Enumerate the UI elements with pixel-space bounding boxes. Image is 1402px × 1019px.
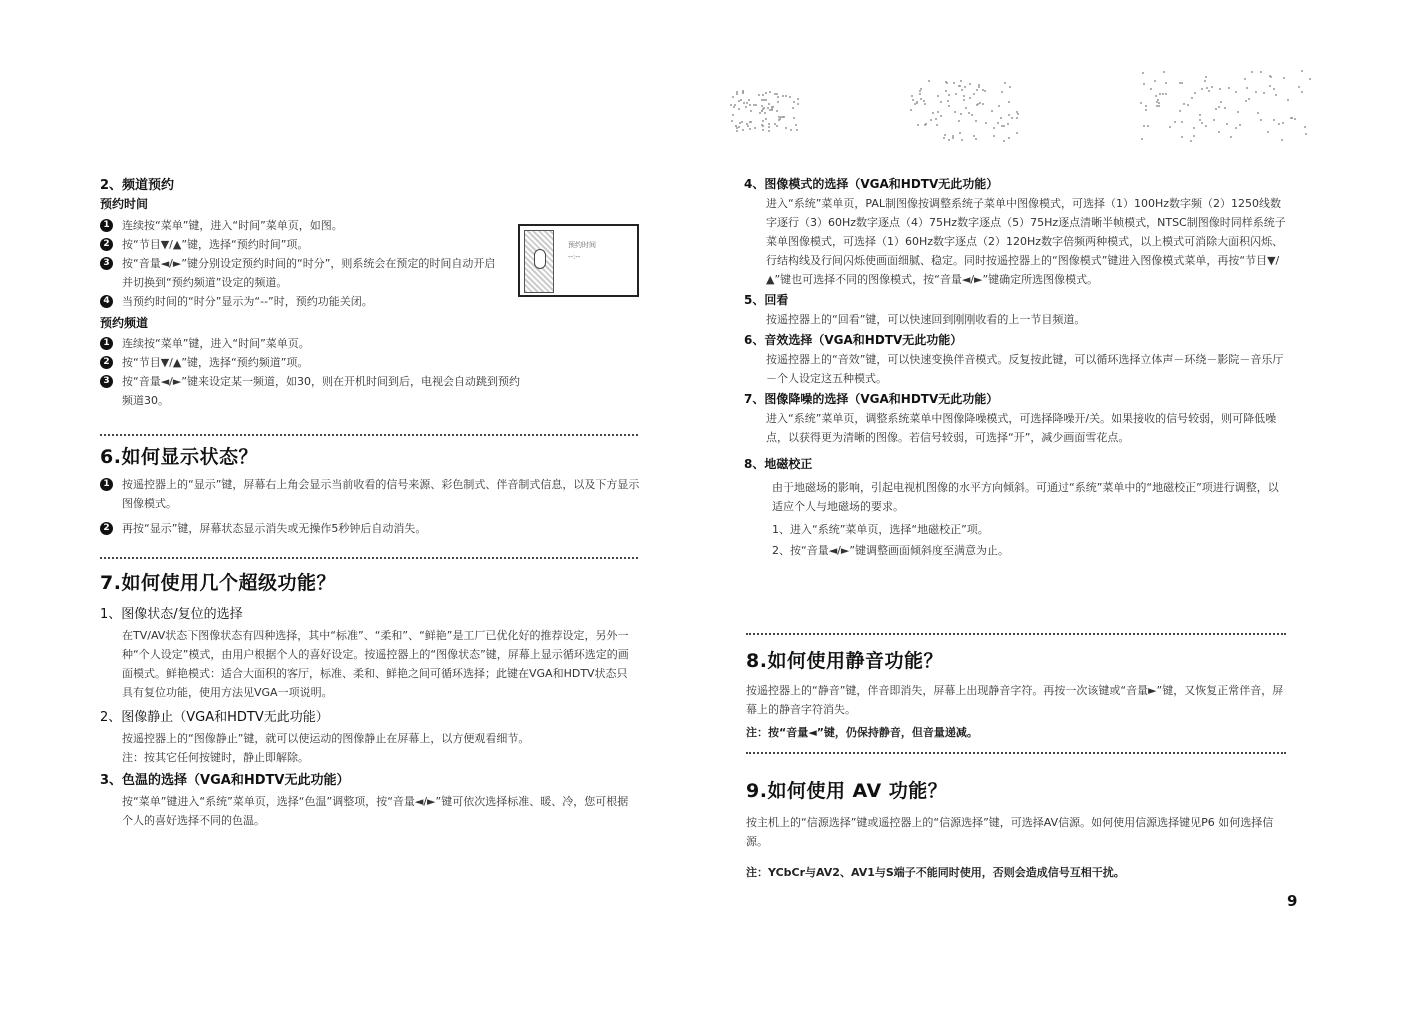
step-geomagnetic-2: 2、按“音量◄/►”键调整画面倾斜度至满意为止。 <box>772 544 1010 557</box>
list-item: 1 按遥控器上的“显示”键，屏幕右上角会显示当前收看的信号来源、彩色制式、伴音制式信息，以及下方显示图像模式。 <box>100 475 640 513</box>
bullet-number: 3 <box>100 257 113 270</box>
bullet-number: 1 <box>100 337 113 350</box>
paragraph-color-temp: 按“菜单”键进入“系统”菜单页，选择“色温”调整项，按“音量◄/►”键可依次选择标准、暖、冷，您可根据个人的喜好选择不同的色温。 <box>122 795 629 827</box>
paragraph-av: 按主机上的“信源选择”键或遥控器上的“信源选择”键，可选择AV信源。如何使用信源选择键见P6 如何选择信源。 <box>746 816 1274 848</box>
menu-illustration <box>518 224 639 297</box>
list-item: 3 按“音量◄/►”键来设定某一频道，如30，则在开机时间到后，电视会自动跳到预约频道30。 <box>100 372 530 410</box>
subtitle-reserve-time: 预约时间 <box>100 197 149 211</box>
heading-mute: 8.如何使用静音功能？ <box>746 650 943 672</box>
subtitle-reserve-channel: 预约频道 <box>100 316 149 330</box>
section-super-functions <box>100 568 635 830</box>
page-number: 9 <box>1287 892 1298 910</box>
note-mute: 注：按“音量◄”键，仍保持静音，但音量递减。 <box>746 726 978 739</box>
decorative-halftone <box>700 50 1340 140</box>
subtitle-geomagnetic: 8、地磁校正 <box>744 457 813 471</box>
paragraph-freeze: 按遥控器上的“图像静止”键，就可以使运动的图像静止在屏幕上，以方便观看细节。 <box>122 732 530 745</box>
subtitle-sound-effect: 6、音效选择（VGA和HDTV无此功能） <box>744 333 963 347</box>
paragraph-picture-mode: 进入“系统”菜单页，PAL制图像按调整系统子菜单中图像模式，可选择（1）100Hz数字频（2）1250线数字逐行（3）60Hz数字逐点（4）75Hz数字逐点（5）75Hz逐点清晰半帧模式，NTSC制图像时同样系统子菜单图像模式，可选择（1）60Hz数字逐点（2）120Hz数字倍频两种模式，以上模式可消除大面积闪烁、行结构线及行间闪烁使画面细腻、稳定。同时按遥控器上的“图像模式”键进入图像模式菜单，再按“节目▼/▲”键也可选择不同的图像模式，按“音量◄/►”键确定所选图像模式。 <box>766 197 1286 286</box>
paragraph-recall: 按遥控器上的“回看”键，可以快速回到刚刚收看的上一节目频道。 <box>766 313 1086 326</box>
heading-av: 9.如何使用 AV 功能？ <box>746 780 948 802</box>
paragraph-noise-reduction: 进入“系统”菜单页，调整系统菜单中图像降噪模式，可选择降噪开/关。如果接收的信号较弱，则可降低噪点，以获得更为清晰的图像。若信号较弱，可选择“开”，减少画面雪花点。 <box>766 412 1277 444</box>
note-av: 注：YCbCr与AV2、AV1与S端子不能同时使用，否则会造成信号互相干扰。 <box>746 866 1125 879</box>
subtitle-picture-state: 1、图像状态/复位的选择 <box>100 607 243 622</box>
subtitle-recall: 5、回看 <box>744 293 789 307</box>
divider <box>100 434 638 436</box>
bullet-number: 2 <box>100 356 113 369</box>
paragraph-picture-state: 在TV/AV状态下图像状态有四种选择，其中“标准”、“柔和”、“鲜艳”是工厂已优化好的推荐设定，另外一种“个人设定”模式，由用户根据个人的喜好设定。按遥控器上的“图像状态”键，屏幕上显示循环选定的画面模式。鲜艳模式：适合大面积的客厅，标准、柔和、鲜艳之间可循环选择；此键在VGA和HDTV状态只具有复位功能，使用方法见VGA一项说明。 <box>122 629 629 699</box>
list-item: 4 当预约时间的“时分”显示为“--”时，预约功能关闭。 <box>100 292 505 311</box>
note-freeze: 注：按其它任何按键时，静止即解除。 <box>122 751 309 764</box>
list-item: 2 按“节目▼/▲”键，选择“预约时间”项。 <box>100 235 505 254</box>
divider <box>100 557 638 559</box>
list-item: 1 连续按“菜单”键，进入“时间”菜单页。 <box>100 334 530 353</box>
subtitle-picture-mode: 4、图像模式的选择（VGA和HDTV无此功能） <box>744 177 999 191</box>
paragraph-sound-effect: 按遥控器上的“音效”键，可以快速变换伴音模式。反复按此键，可以循环选择立体声－环绕－影院－音乐厅－个人设定这五种模式。 <box>766 353 1284 385</box>
heading-display-status: 6.如何显示状态？ <box>100 446 258 468</box>
divider <box>746 633 1286 635</box>
divider <box>746 752 1286 754</box>
right-column <box>744 175 1286 560</box>
subtitle-noise-reduction: 7、图像降噪的选择（VGA和HDTV无此功能） <box>744 392 999 406</box>
subtitle-freeze: 2、图像静止（VGA和HDTV无此功能） <box>100 710 329 725</box>
bullet-number: 2 <box>100 238 113 251</box>
bullet-number: 1 <box>100 219 113 232</box>
menu-screen-thumbnail: 预约时间 --:-- <box>568 241 596 261</box>
bullet-number: 1 <box>100 478 113 491</box>
heading-super-functions: 7.如何使用几个超级功能？ <box>100 572 336 594</box>
bullet-number: 2 <box>100 522 113 535</box>
list-item: 2 再按“显示”键，屏幕状态显示消失或无操作5秒钟后自动消失。 <box>100 519 640 538</box>
paragraph-mute: 按遥控器上的“静音”键，伴音即消失，屏幕上出现静音字符。再按一次该键或“音量►”键，又恢复正常伴音，屏幕上的静音字符消失。 <box>746 684 1284 716</box>
section-display-status <box>100 442 640 538</box>
list-item: 1 连续按“菜单”键，进入“时间”菜单页，如图。 <box>100 216 505 235</box>
remote-icon <box>524 230 554 293</box>
bullet-number: 4 <box>100 295 113 308</box>
subtitle-color-temp: 3、色温的选择（VGA和HDTV无此功能） <box>100 773 350 788</box>
bullet-number: 3 <box>100 375 113 388</box>
section-title-channel-reserve: 2、频道预约 <box>100 178 175 193</box>
list-item: 3 按“音量◄/►”键分别设定预约时间的“时分”，则系统会在预定的时间自动开启并切换到“预约频道”设定的频道。 <box>100 254 505 292</box>
section-mute <box>746 646 1286 742</box>
paragraph-geomagnetic: 由于地磁场的影响，引起电视机图像的水平方向倾斜。可通过“系统”菜单中的“地磁校正”项进行调整，以适应个人与地磁场的要求。 <box>772 481 1279 513</box>
list-item: 2 按“节目▼/▲”键，选择“预约频道”项。 <box>100 353 530 372</box>
section-av <box>746 776 1286 882</box>
step-geomagnetic-1: 1、进入“系统”菜单页，选择“地磁校正”项。 <box>772 523 989 536</box>
